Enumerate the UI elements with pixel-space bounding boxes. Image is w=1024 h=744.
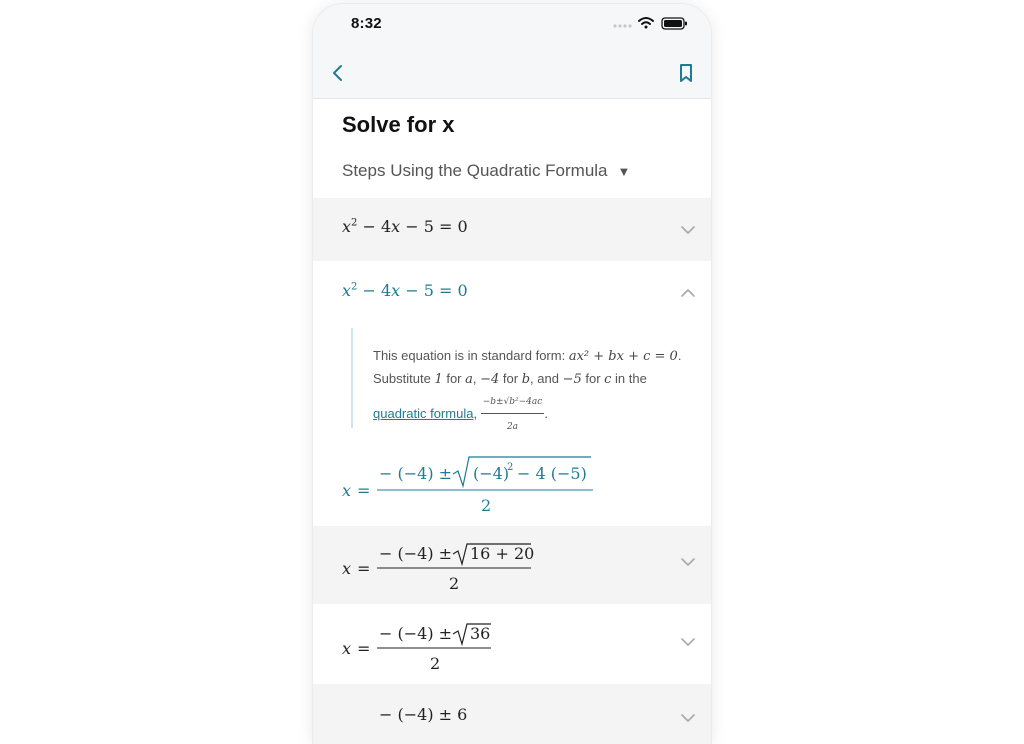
step-explanation xyxy=(351,328,683,432)
step-equation-formula xyxy=(313,444,711,526)
back-chevron-icon[interactable] xyxy=(327,62,349,84)
step-equation-formula xyxy=(313,526,711,604)
dropdown-caret-icon: ▼ xyxy=(617,164,631,179)
svg-text:− (−4) ±: − (−4) ± xyxy=(379,464,453,483)
quadratic-formula-link[interactable]: quadratic formula xyxy=(373,405,474,421)
svg-text:2: 2 xyxy=(449,574,460,593)
svg-text:2: 2 xyxy=(481,496,492,515)
svg-text:=: = xyxy=(357,481,371,500)
method-label: Steps Using the Quadratic Formula xyxy=(342,161,608,180)
step-row xyxy=(313,444,711,526)
svg-text:x: x xyxy=(342,559,352,578)
step-row-expanded[interactable] xyxy=(313,261,711,325)
status-icons xyxy=(611,15,691,31)
page-title: Solve for x xyxy=(342,112,455,137)
svg-text:(−4): (−4) xyxy=(473,464,510,483)
step-row[interactable] xyxy=(313,198,711,261)
battery-icon xyxy=(662,18,687,29)
wifi-icon xyxy=(639,18,653,29)
status-time: 8:32 xyxy=(351,15,382,32)
svg-text:x: x xyxy=(342,639,352,658)
method-dropdown[interactable] xyxy=(342,161,630,181)
status-bar xyxy=(313,4,711,48)
svg-text:x: x xyxy=(342,481,352,500)
chevron-up-icon[interactable] xyxy=(679,287,697,299)
step-row[interactable] xyxy=(313,684,711,744)
quadratic-formula-fraction: $\frac{\text{−b±√b²−4ac}}{2a}$ xyxy=(481,391,545,438)
svg-text:=: = xyxy=(357,639,371,658)
step-equation-formula xyxy=(313,684,711,744)
step-row[interactable] xyxy=(313,604,711,684)
svg-text:− (−4) ±: − (−4) ± xyxy=(379,624,453,643)
nav-bar xyxy=(313,48,711,99)
step-row[interactable] xyxy=(313,526,711,604)
svg-text:16 + 20: 16 + 20 xyxy=(470,544,535,563)
chevron-down-icon[interactable] xyxy=(679,636,697,648)
svg-text:− (−4) ±: − (−4) ± xyxy=(379,544,453,563)
explanation-text: This equation is in standard form: ax² + bx + c = 0. Substitute 1 for a, −4 for b, and −5 for c in the quadratic formula, $\frac{\text{−b±√b²−4ac}}{2a}$ . xyxy=(373,345,691,438)
chevron-down-icon[interactable] xyxy=(679,556,697,568)
svg-text:− (−4) ± 6: − (−4) ± 6 xyxy=(379,705,468,724)
step-equation: $x^2 - 4x - 5 = 0$ xyxy=(342,217,468,236)
step-equation: $x^2 - 4x - 5 = 0$ xyxy=(342,281,468,300)
svg-text:2: 2 xyxy=(507,462,514,473)
svg-text:36: 36 xyxy=(470,624,491,643)
step-equation-formula xyxy=(313,604,711,684)
phone-screen xyxy=(313,4,711,744)
signal-dots-icon xyxy=(613,24,631,27)
bookmark-icon[interactable] xyxy=(675,62,697,84)
chevron-down-icon[interactable] xyxy=(679,712,697,724)
chevron-down-icon[interactable] xyxy=(679,224,697,236)
standard-form-math: ax² + bx + c = 0 xyxy=(568,349,678,364)
svg-text:=: = xyxy=(357,559,371,578)
svg-text:− 4 (−5): − 4 (−5) xyxy=(517,464,587,483)
svg-text:2: 2 xyxy=(430,654,441,673)
